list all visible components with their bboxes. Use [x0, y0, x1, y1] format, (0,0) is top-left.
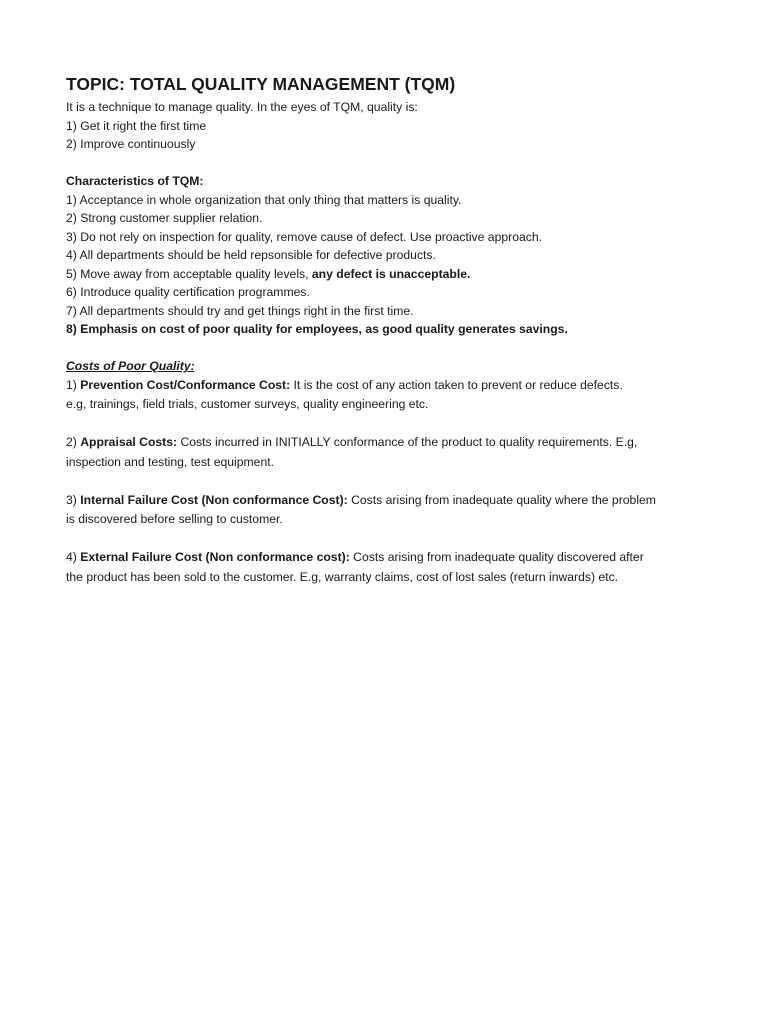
cost-entry-line: inspection and testing, test equipment.	[66, 454, 274, 469]
cost-entry-line	[66, 433, 706, 453]
cost-entry-number: 3)	[66, 492, 81, 507]
cost-entry-text: It is the cost of any action taken to prevent or reduce defects.	[290, 377, 623, 392]
spacer	[66, 339, 706, 358]
characteristic-item: 7) All departments should try and get things right in the first time.	[66, 303, 414, 318]
characteristics-heading: Characteristics of TQM:	[66, 174, 204, 188]
cost-entry-text: Costs incurred in INITIALLY conformance of the product to quality requirements. E.g,	[177, 435, 638, 449]
intro-point: 2) Improve continuously	[66, 137, 196, 151]
cost-entry-line: is discovered before selling to customer.	[66, 512, 283, 526]
cost-entry-label: Appraisal Costs:	[80, 435, 178, 449]
characteristic-item-text: 5) Move away from acceptable quality levels,	[66, 266, 312, 281]
characteristic-item: 6) Introduce quality certification programmes.	[66, 285, 310, 299]
characteristic-item: 2) Strong customer supplier relation.	[66, 211, 263, 225]
spacer	[66, 154, 706, 173]
spacer	[66, 415, 706, 434]
intro-lead: It is a technique to manage quality. In the eyes of TQM, quality is:	[66, 100, 418, 114]
cost-entry-text: Costs arising from inadequate quality discovered after	[349, 550, 644, 564]
intro-point: 1) Get it right the first time	[66, 118, 207, 133]
cost-entry-number: 1)	[66, 377, 81, 392]
cost-entry-number: 2)	[66, 435, 81, 449]
spacer	[66, 472, 706, 491]
characteristic-item-emphasis: any defect is unacceptable.	[311, 266, 471, 281]
cost-entry-label: Prevention Cost/Conformance Cost:	[80, 377, 291, 392]
characteristic-item: 1) Acceptance in whole organization that only thing that matters is quality.	[66, 192, 462, 207]
cost-entry-label: Internal Failure Cost (Non conformance Cost):	[80, 492, 348, 507]
cost-entry-line: e.g, trainings, field trials, customer surveys, quality engineering etc.	[66, 397, 429, 411]
spacer	[66, 530, 706, 549]
cost-entry-line	[66, 376, 706, 396]
document-page	[66, 72, 706, 587]
characteristic-item-emphasis: 8) Emphasis on cost of poor quality for employees, as good quality generates savings.	[66, 322, 568, 336]
cost-entry-label: External Failure Cost (Non conformance cost):	[80, 550, 350, 564]
cost-entry-line	[66, 491, 706, 511]
cost-entry-number: 4)	[66, 550, 81, 564]
characteristic-item	[66, 265, 706, 284]
costs-heading: Costs of Poor Quality:	[66, 359, 195, 373]
characteristic-item: 3) Do not rely on inspection for quality, remove cause of defect. Use proactive approach.	[66, 229, 543, 244]
cost-entry-text: Costs arising from inadequate quality where the problem	[347, 492, 656, 507]
cost-entry-line: the product has been sold to the customer. E.g, warranty claims, cost of lost sales (return inwards) etc.	[66, 569, 619, 584]
characteristic-item: 4) All departments should be held repsonsible for defective products.	[66, 248, 436, 262]
document-title: TOPIC: TOTAL QUALITY MANAGEMENT (TQM)	[66, 74, 456, 94]
cost-entry-line	[66, 548, 706, 568]
